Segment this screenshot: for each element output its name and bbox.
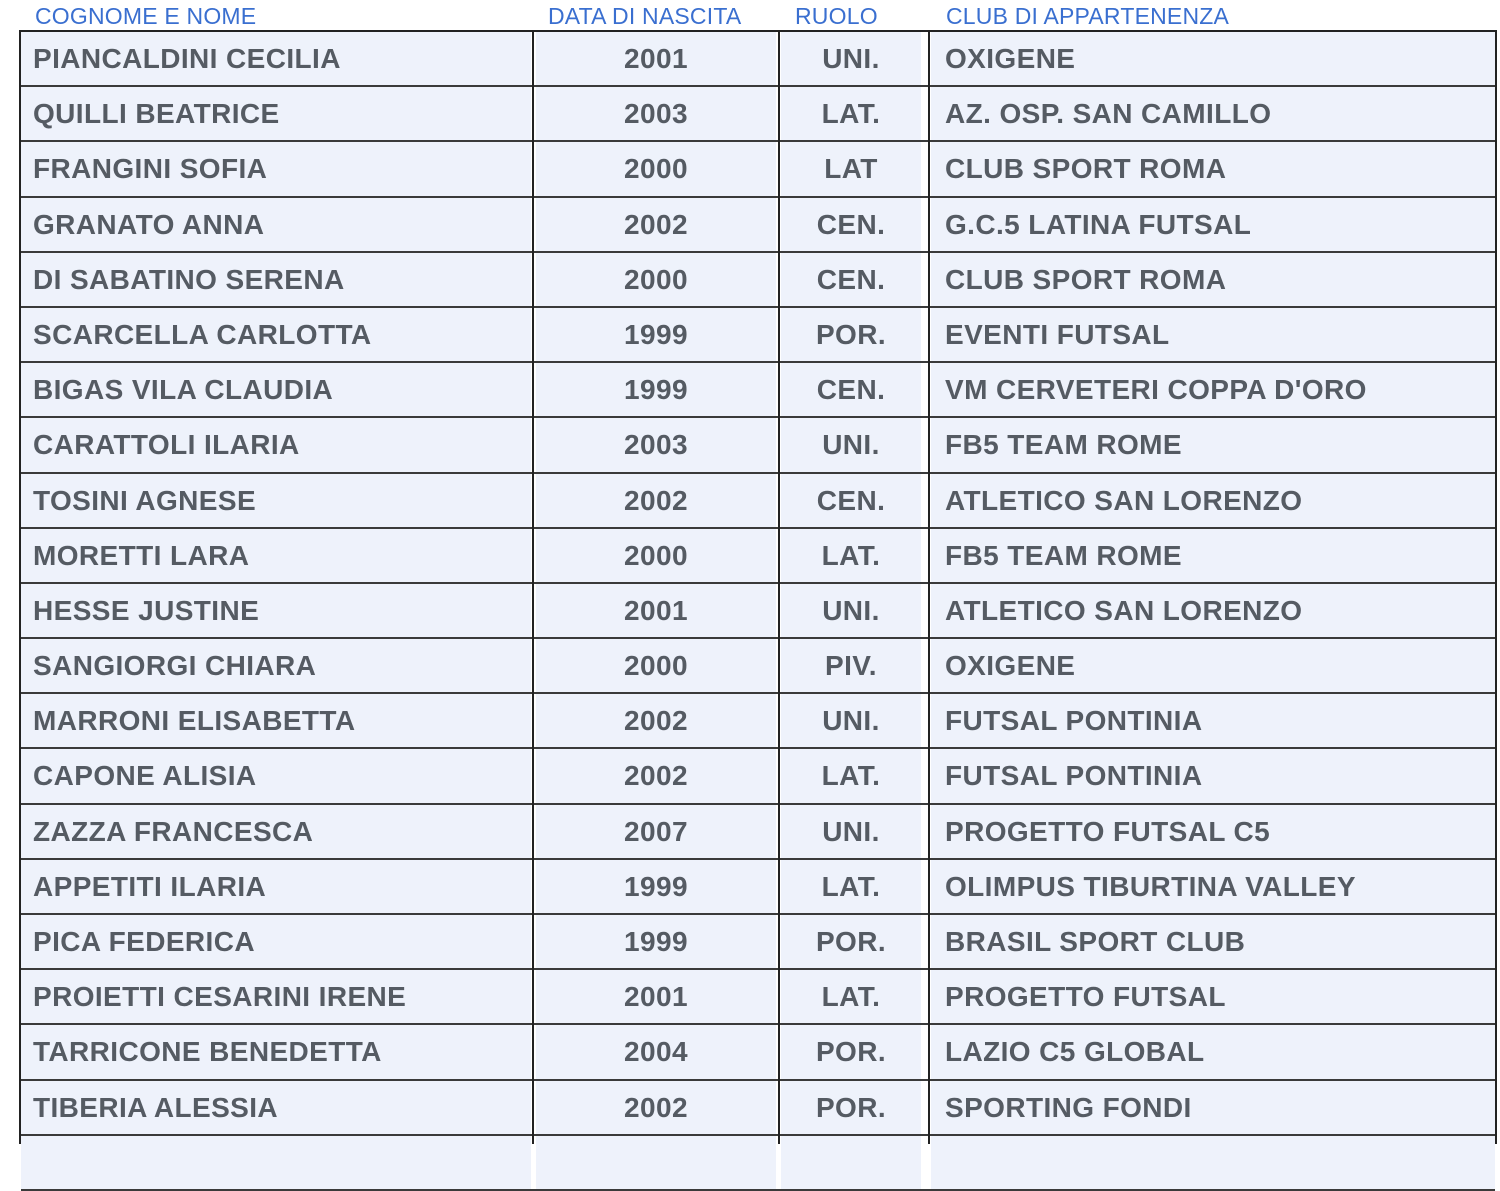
role-cell: UNI. — [781, 418, 921, 471]
birth-year-cell: 2002 — [536, 694, 776, 747]
role-cell: UNI. — [781, 32, 921, 85]
table-row — [21, 32, 1495, 87]
role-cell: UNI. — [781, 805, 921, 858]
club-cell: VM CERVETERI COPPA D'ORO — [931, 363, 1495, 416]
player-name-cell: HESSE JUSTINE — [21, 584, 531, 637]
role-cell: UNI. — [781, 694, 921, 747]
player-name-cell: TOSINI AGNESE — [21, 474, 531, 527]
role-cell: POR. — [781, 1025, 921, 1078]
header-birth-date: DATA DI NASCITA — [548, 3, 742, 29]
birth-year-cell: 2002 — [536, 1081, 776, 1134]
club-cell: OXIGENE — [931, 639, 1495, 692]
table-row — [21, 253, 1495, 308]
role-cell: CEN. — [781, 474, 921, 527]
club-cell: FB5 TEAM ROME — [931, 529, 1495, 582]
birth-year-cell: 2001 — [536, 584, 776, 637]
role-cell: CEN. — [781, 363, 921, 416]
club-cell: FUTSAL PONTINIA — [931, 694, 1495, 747]
player-name-cell: APPETITI ILARIA — [21, 860, 531, 913]
club-cell: ATLETICO SAN LORENZO — [931, 474, 1495, 527]
birth-year-cell: 2001 — [536, 32, 776, 85]
table-row — [21, 805, 1495, 860]
player-name-cell: SCARCELLA CARLOTTA — [21, 308, 531, 361]
club-cell: AZ. OSP. SAN CAMILLO — [931, 87, 1495, 140]
club-cell: EVENTI FUTSAL — [931, 308, 1495, 361]
table-row — [21, 1081, 1495, 1136]
birth-year-cell: 2001 — [536, 970, 776, 1023]
table-row — [21, 584, 1495, 639]
player-name-cell: SANGIORGI CHIARA — [21, 639, 531, 692]
table-row — [21, 694, 1495, 749]
player-name-cell: TIBERIA ALESSIA — [21, 1081, 531, 1134]
club-cell: LAZIO C5 GLOBAL — [931, 1025, 1495, 1078]
table-row — [21, 308, 1495, 363]
role-cell: LAT. — [781, 749, 921, 802]
table-row — [21, 1025, 1495, 1080]
column-divider — [532, 32, 534, 1144]
birth-year-cell: 1999 — [536, 860, 776, 913]
table-row — [21, 418, 1495, 473]
table-row — [21, 198, 1495, 253]
table-row — [21, 860, 1495, 915]
header-role: RUOLO — [795, 3, 878, 29]
club-cell: CLUB SPORT ROMA — [931, 253, 1495, 306]
table-row — [21, 639, 1495, 694]
player-name-cell: QUILLI BEATRICE — [21, 87, 531, 140]
table-row — [21, 87, 1495, 142]
club-cell: OLIMPUS TIBURTINA VALLEY — [931, 860, 1495, 913]
column-divider — [778, 32, 780, 1144]
role-cell: CEN. — [781, 253, 921, 306]
player-name-cell: DI SABATINO SERENA — [21, 253, 531, 306]
table-row — [21, 474, 1495, 529]
table-row — [21, 142, 1495, 197]
player-name-cell: CARATTOLI ILARIA — [21, 418, 531, 471]
birth-year-cell: 2007 — [536, 805, 776, 858]
table-row — [21, 363, 1495, 418]
birth-year-cell: 2000 — [536, 639, 776, 692]
role-cell: CEN. — [781, 198, 921, 251]
role-cell: POR. — [781, 308, 921, 361]
table-row — [21, 970, 1495, 1025]
header-club: CLUB DI APPARTENENZA — [946, 3, 1230, 29]
birth-year-cell: 1999 — [536, 308, 776, 361]
column-divider — [928, 32, 930, 1144]
roster-table — [19, 30, 1497, 1144]
club-cell: G.C.5 LATINA FUTSAL — [931, 198, 1495, 251]
role-cell: LAT. — [781, 970, 921, 1023]
club-cell: BRASIL SPORT CLUB — [931, 915, 1495, 968]
role-cell: LAT. — [781, 860, 921, 913]
birth-year-cell: 2000 — [536, 142, 776, 195]
birth-year-cell: 2004 — [536, 1025, 776, 1078]
table-row — [21, 529, 1495, 584]
player-name-cell: MARRONI ELISABETTA — [21, 694, 531, 747]
role-cell: LAT — [781, 142, 921, 195]
club-cell: CLUB SPORT ROMA — [931, 142, 1495, 195]
birth-year-cell: 2002 — [536, 198, 776, 251]
player-name-cell: CAPONE ALISIA — [21, 749, 531, 802]
club-cell: PROGETTO FUTSAL C5 — [931, 805, 1495, 858]
club-cell: OXIGENE — [931, 32, 1495, 85]
birth-year-cell: 1999 — [536, 363, 776, 416]
birth-year-cell: 2000 — [536, 529, 776, 582]
player-name-cell: PROIETTI CESARINI IRENE — [21, 970, 531, 1023]
table-header — [0, 0, 1500, 30]
club-cell: ATLETICO SAN LORENZO — [931, 584, 1495, 637]
birth-year-cell: 2003 — [536, 87, 776, 140]
table-row — [21, 915, 1495, 970]
role-cell: POR. — [781, 1081, 921, 1134]
birth-year-cell: 2000 — [536, 253, 776, 306]
role-cell: UNI. — [781, 584, 921, 637]
club-cell: FB5 TEAM ROME — [931, 418, 1495, 471]
role-cell: POR. — [781, 915, 921, 968]
role-cell: PIV. — [781, 639, 921, 692]
role-cell: LAT. — [781, 529, 921, 582]
table-row — [21, 749, 1495, 804]
role-cell: LAT. — [781, 87, 921, 140]
birth-year-cell: 2003 — [536, 418, 776, 471]
table-row — [21, 1136, 1495, 1191]
club-cell: FUTSAL PONTINIA — [931, 749, 1495, 802]
birth-year-cell: 2002 — [536, 474, 776, 527]
player-name-cell: PICA FEDERICA — [21, 915, 531, 968]
birth-year-cell: 1999 — [536, 915, 776, 968]
player-name-cell: GRANATO ANNA — [21, 198, 531, 251]
player-name-cell: TARRICONE BENEDETTA — [21, 1025, 531, 1078]
header-name: COGNOME E NOME — [35, 3, 257, 29]
player-name-cell: BIGAS VILA CLAUDIA — [21, 363, 531, 416]
player-name-cell: MORETTI LARA — [21, 529, 531, 582]
player-name-cell: ZAZZA FRANCESCA — [21, 805, 531, 858]
player-name-cell: FRANGINI SOFIA — [21, 142, 531, 195]
player-name-cell: PIANCALDINI CECILIA — [21, 32, 531, 85]
club-cell: SPORTING FONDI — [931, 1081, 1495, 1134]
club-cell: PROGETTO FUTSAL — [931, 970, 1495, 1023]
birth-year-cell: 2002 — [536, 749, 776, 802]
